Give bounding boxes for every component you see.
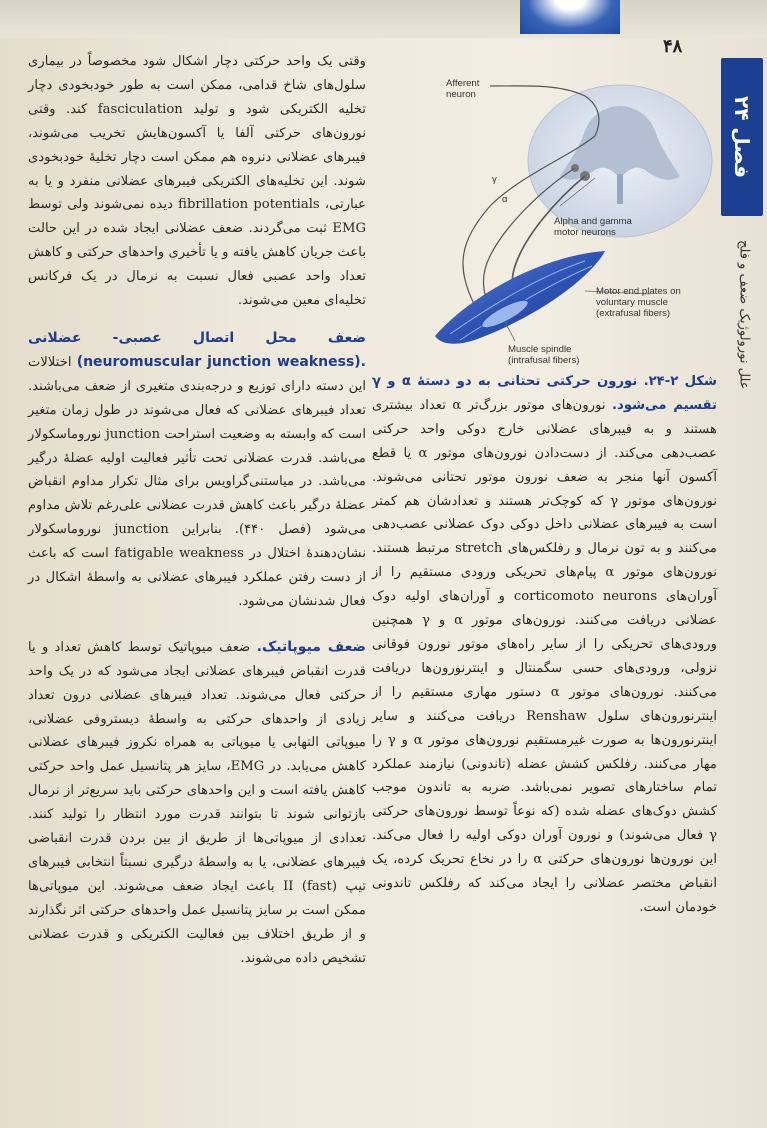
figure-motor-neurons [420,66,720,366]
label-alpha: α [502,194,508,205]
running-title-text: علل نورولوژیک ضعف و فلج [736,240,752,390]
caption-title: شکل ۲-۲۴. نورون حرکتی تحتانی به دو دستهٔ α و γ تقسیم می‌شود. [372,374,717,413]
running-title [729,230,759,400]
caption-body: نورون‌های موتور بزرگ‌تر α تعداد بیشتری هستند و به فیبرهای عضلانی خارج دوکی واحد حرکتی عصب‌دهی می‌کند. از دست‌دادن نورون‌های موتور α یا قطع آکسون آنها منجر به ضعف نورون موتور تحتانی می‌شوند. نورون‌های موتور γ که کوچک‌تر هستند و تعدادشان هم کمتر است به فیبرهای عضلانی داخل دوکی دوک عضلانی عصب‌دهی می‌کنند و به تون نرمال و رفلکس‌های stretch مرتبط هستند. نورون‌های موتور α پیام‌های تحریکی ورودی مستقیم را از آوران‌های corticomoto neurons و آوران‌های اولیه دوک عضلانی دریافت می‌کنند. نورون‌های موتور α و γ همچنین ورودی‌های تحریکی را از سایر راه‌های موتور نورون فوقانی نزولی، ورودی‌های حسی سگمنتال و اینترنورون‌ها دریافت می‌کنند. نورون‌های موتور α دستور مهاری مستقیم را از اینترنورون‌های سلول Renshaw دریافت می‌کنند و سایر اینترنورون‌ها به صورت غیرمستقیم نورون‌های موتور α و γ را مهار می‌کنند. رفلکس کشش عضله (تاندونی) نیازمند عملکرد تمام ساختارهای تصویر نمی‌باشد. ضربه به تاندون موجب کشش دوک‌های عضله شده (که نوعاً توسط نورون‌های حرکتی γ فعال می‌شوند) و نورون آوران دوکی اولیه را فعال می‌کند. این نورون‌ها نورون‌های حرکتی α را در نخاع تحریک کرده، یک انقباض مختصر عضلانی را ایجاد می‌کند که رفلکس تاندونی خودمان است. [372,397,718,915]
paragraph-fasciculation: وقتی یک واحد حرکتی دچار اشکال شود مخصوصاً در بیماری سلول‌های شاخ قدامی، ممکن است به طور خودبخودی دچار تخلیه الکتریکی شود و تولید fasciculation کند. وقتی نورون‌های حرکتی آلفا یا آکسون‌هایش تخریب می‌شوند، فیبرهای عضلانی دنروه هم ممکن است دچار تخلیهٔ خودبخودی شوند. این تخلیه‌های الکتریکی فیبرهای عضلانی منفرد و یا به عبارتی، fibrillation potentials دیده نمی‌شوند ولی توسط EMG ثبت می‌گردند. ضعف عضلانی ایجاد شده در این حالت باعث جریان کاهش یافته و یا تأخیری واحدهای حرکتی و کاهش تعداد واحد عصبی فعال نسبت به نرمال در یک فرکانس تخلیه‌ای معین می‌شوند. [28,54,366,309]
paragraph-neuromuscular-body: اختلالات این دسته دارای توزیع و درجه‌بندی متغیری از ضعف می‌باشند. تعداد فیبرهای عضلانی که فعال می‌شوند در طول زمان متغیر است که وابسته به وضعیت استراحت junction نوروماسکولار می‌باشد. قدرت عضلانی تحت تأثیر فعالیت اولیه عضلهٔ درگیر می‌باشد. در میاستنی‌گراویس برای مثال تکرار مداوم انقباض عضلهٔ درگیر باعث کاهش قدرت عضلانی علی‌رغم تلاش مداوم می‌شود (فصل ۴۴۰). بنابراین junction نوروماسکولار نشان‌دهندهٔ اختلال در fatigable weakness است که باعث از دست رفتن عملکرد فیبرهای عضلانی به واسطهٔ اشکال در فعال شدنشان می‌شود. [28,354,367,609]
chapter-tab-label: فصل ۲۴ [730,95,754,179]
label-gamma: γ [492,174,497,185]
top-margin [0,0,767,38]
label-afferent-neuron: Afferent neuron [446,78,480,100]
label-motor-end-plates: Motor end plates on voluntary muscle (extrafusal fibers) [596,286,681,319]
heading-myopathic: ضعف میوپاتیک. [256,638,366,655]
label-muscle-spindle: Muscle spindle (intrafusal fibers) [508,344,580,366]
page-number: ۴۸ [663,36,683,57]
chapter-tab [721,58,763,216]
heading-neuromuscular-en: (neuromuscular junction weakness). [76,353,366,370]
left-column [28,50,366,971]
paragraph-neuromuscular [28,327,366,614]
paragraph-myopathic [28,636,366,971]
label-alpha-gamma-motor-neurons: Alpha and gamma motor neurons [554,216,632,238]
median-fissure [617,174,623,204]
paragraph-myopathic-body: ضعف میوپاتیک توسط کاهش تعداد و یا قدرت انقباض فیبرهای عضلانی ایجاد می‌شود که در یک واحد حرکتی فعال می‌شوند. تعداد فیبرهای عضلانی درون تعداد زیادی از واحدهای حرکتی به واسطهٔ دیستروفی عضلانی، میوپاتی التهابی یا میوپاتی به همراه نکروز فیبرهای عضلانی کاهش می‌یابد. در EMG، سایز هر پتانسیل عمل واحد حرکتی کاهش یافته است و این واحدهای حرکتی باید سریع‌تر از نرمال بازتوانی شوند تا بتوانند قدرت مورد انتظار را تولید کنند. تعدادی از میوپاتی‌ها از طریق از بین بردن قدرت انقباضی فیبرهای عضلانی، یا به واسطهٔ درگیری نسبتاً انتخابی فیبرهای تیپ II (fast) باعث ایجاد ضعف می‌شوند. این میوپاتی‌ها ممکن است بر سایز پتانسیل عمل واحدهای حرکتی اثر نگذارند و از طریق اختلاف بین فعالیت الکتریکی و قدرت عضلانی تشخیص داده می‌شوند. [28,639,366,966]
previous-page-illustration [520,0,620,34]
figure-caption [372,370,717,920]
muscle [435,251,605,344]
heading-neuromuscular: ضعف محل اتصال عصبی- عضلانی [28,329,366,346]
